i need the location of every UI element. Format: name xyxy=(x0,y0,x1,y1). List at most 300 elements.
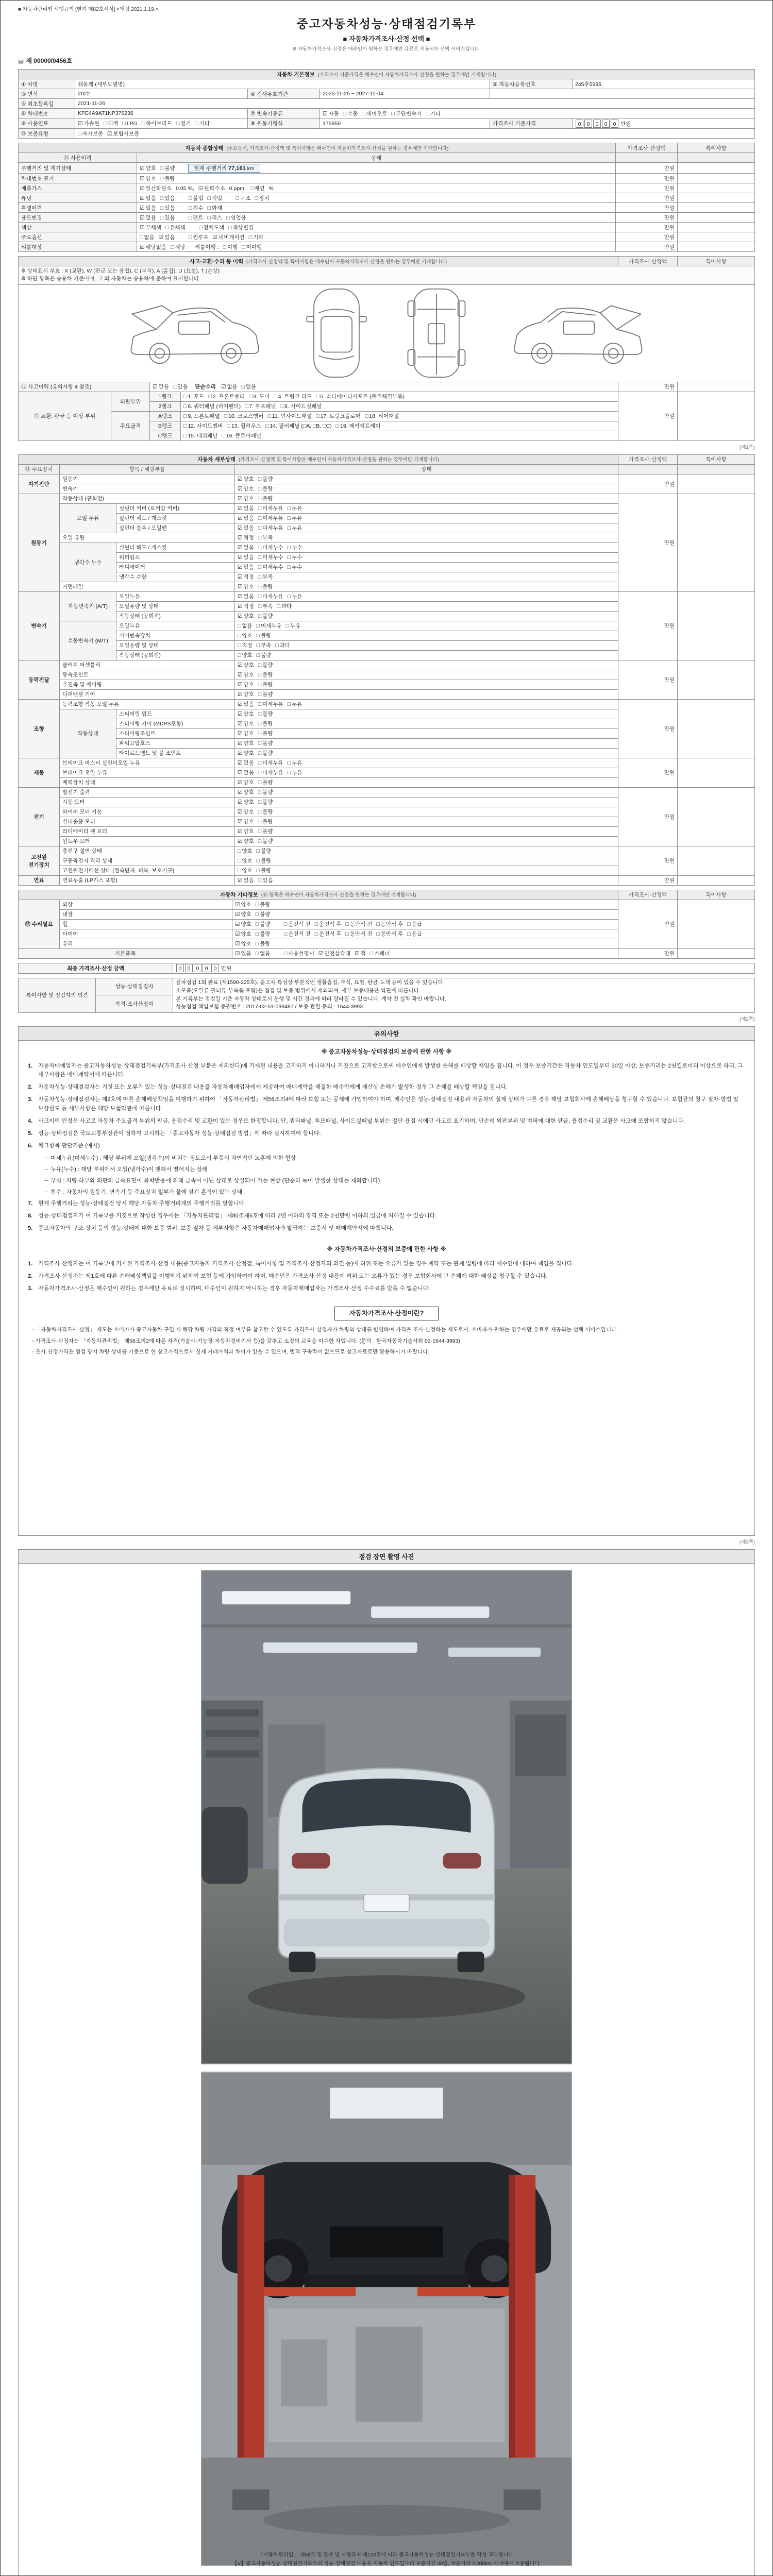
state-cell xyxy=(235,601,618,611)
checkbox-checked[interactable]: ☑ 양호 xyxy=(235,911,251,918)
checkbox-unchecked[interactable]: □ 불량 xyxy=(258,691,273,698)
state-cell xyxy=(235,494,618,503)
checkbox-unchecked[interactable]: □ 자가보증 xyxy=(78,130,103,137)
checkbox-unchecked[interactable]: □ 장치 xyxy=(255,195,270,201)
checkbox-unchecked[interactable]: □ 1. 후드 xyxy=(183,394,205,400)
part-item-label: 고전원전기배선 상태 (접속단자, 피복, 보호기구) xyxy=(60,866,235,875)
checkbox-unchecked[interactable]: □ 양호 xyxy=(238,858,253,864)
checkbox-unchecked[interactable]: □ 불량 xyxy=(258,672,273,678)
checkbox-checked[interactable]: ☑ 양호 xyxy=(238,672,254,678)
checkbox-checked[interactable]: ☑ 없음 xyxy=(238,770,254,776)
checkbox-checked[interactable]: ☑ 없음 xyxy=(238,554,254,561)
note-cell xyxy=(678,382,755,392)
checkbox-checked[interactable]: ☑ 양호 xyxy=(238,486,254,492)
footer-line-2: 【Ⅴ】중고자동차성능·상태점검기록부의 성능·상태점검 내용은 자동차 인도일부터 보증기간 30일, 보증거리 2,000km 이내에서 보증됩니다. xyxy=(232,2561,541,2567)
checkbox-checked[interactable]: ☑ 없음 xyxy=(221,384,238,390)
checkbox-checked[interactable]: ☑ 있음 xyxy=(158,234,175,241)
checkbox-unchecked[interactable]: □ 썬루프 xyxy=(188,234,209,241)
checkbox-unchecked[interactable]: □ LPG xyxy=(122,121,138,127)
part-item-label: 동력조향 작동 오일 누유 xyxy=(60,699,235,709)
notice-item xyxy=(28,1272,745,1281)
checkbox-unchecked[interactable]: □ 누유 xyxy=(287,594,303,600)
checkbox-checked[interactable]: ☑ 적정 xyxy=(238,535,254,541)
state-cell xyxy=(235,611,618,621)
checkbox-unchecked[interactable]: □ 18. 리어패널 xyxy=(364,413,399,419)
notice-text: 성능·상태점검자가 이 기록부를 거짓으로 작성한 경우에는 「자동차관리법」 제80조제6호에 따라 2년 이하의 징역 또는 2천만원 이하의 벌금에 처해질 수 있습니다. xyxy=(38,1212,437,1219)
part-item-label: 스티어링 기어 (MDPS포함) xyxy=(116,719,235,728)
checkbox-unchecked[interactable]: □ 누유 xyxy=(287,701,303,707)
note-cell xyxy=(678,174,755,183)
note-cell xyxy=(678,242,755,252)
checkbox-unchecked[interactable]: □ 17. 트렁크플로어 xyxy=(316,413,361,419)
checkbox-unchecked[interactable]: □ 불법 xyxy=(188,195,204,201)
checkbox-unchecked[interactable]: □ 불량 xyxy=(255,902,271,908)
checkbox-unchecked[interactable]: □ 과다 xyxy=(277,603,292,609)
checkbox-unchecked[interactable]: □ 색상변경 xyxy=(228,224,254,231)
overall-row xyxy=(19,163,755,174)
checkbox-unchecked[interactable]: □ 미세누유 xyxy=(258,515,283,521)
checkbox-unchecked[interactable]: □ 누유 xyxy=(285,623,301,629)
checkbox-unchecked[interactable]: □ 과다 xyxy=(275,642,290,649)
checkbox-checked[interactable]: ☑ 양호 xyxy=(238,721,254,727)
checkbox-unchecked[interactable]: □ 없음 xyxy=(238,623,253,629)
checkbox-unchecked[interactable]: □ 불량 xyxy=(258,799,273,805)
note-cell xyxy=(678,875,755,885)
current-mileage-box: 현재 주행거리 77,161 km xyxy=(188,164,260,173)
checkbox-unchecked[interactable]: □ 누수 xyxy=(287,545,303,551)
checkbox-unchecked[interactable]: □ 불량 xyxy=(258,584,273,590)
checkbox-unchecked[interactable]: □ 침수 xyxy=(188,205,204,211)
checkbox-unchecked[interactable]: □ 하이브리드 xyxy=(141,121,172,127)
state-cell xyxy=(235,709,618,719)
checkbox-unchecked[interactable]: □ 16. 플로어패널 xyxy=(222,433,262,439)
state-text xyxy=(179,205,184,211)
note-cell xyxy=(678,183,755,193)
state-cell xyxy=(137,183,616,193)
base-price-digits xyxy=(575,121,619,127)
sub-group-label: 작동상태 xyxy=(60,709,116,758)
checkbox-unchecked[interactable]: □ 15. 대쉬패널 xyxy=(183,433,218,439)
checkbox-unchecked[interactable]: □ 영업용 xyxy=(226,214,246,221)
checkbox-unchecked[interactable]: □ 불량 xyxy=(256,868,272,874)
checkbox-unchecked[interactable]: □ 불량 xyxy=(160,165,175,172)
checkbox-unchecked[interactable]: □ 있음 xyxy=(241,384,257,390)
checkbox-unchecked[interactable]: □ 13. 휠하우스 xyxy=(227,423,262,429)
checkbox-checked[interactable]: ☑ 적정 xyxy=(238,603,254,609)
note-cell xyxy=(678,758,755,787)
note-cell xyxy=(678,193,755,203)
price-amount-cell: 만원 xyxy=(616,213,678,223)
inspection-photo-rear-view xyxy=(201,1570,572,2064)
checkbox-unchecked[interactable]: □ 운전석 후 xyxy=(314,921,342,927)
notice-text: 가격조사·산정자는 제1호에 따른 손해배상책임을 이행하기 위하여 보험 등에 가입하여야 하며, 매수인은 가격조사·산정 내용에 허위 또는 오류가 있는 경우 보험회사에 그 손해에 대한 배상을 청구할 수 있습니다. xyxy=(38,1273,548,1279)
checkbox-unchecked[interactable]: □ 운전석 전 xyxy=(283,921,311,927)
notices-body xyxy=(19,1041,754,1535)
price-digit: 0 xyxy=(611,120,618,128)
checkbox-unchecked[interactable]: □ 디젤 xyxy=(103,121,119,127)
checkbox-unchecked[interactable]: □ 미세누수 xyxy=(258,545,283,551)
state-cell xyxy=(232,909,618,919)
checkbox-checked[interactable]: ☑ 없음 xyxy=(140,205,156,211)
checkbox-checked[interactable]: ☑ 없음 xyxy=(238,515,254,521)
checkbox-checked[interactable]: ☑ 양호 xyxy=(238,476,254,482)
reg-number-value: 245후5995 xyxy=(573,79,755,89)
checkbox-checked[interactable]: ☑ 있음 xyxy=(235,951,251,957)
checkbox-unchecked[interactable]: □ 불량 xyxy=(258,809,273,815)
checkbox-checked[interactable]: ☑ 양호 xyxy=(238,731,254,737)
checkbox-checked[interactable]: ☑ 양호 xyxy=(238,819,254,825)
column-header-state: 상태 xyxy=(137,153,616,163)
panel-items-cell xyxy=(181,411,618,421)
checkbox-unchecked[interactable]: □ 미세누유 xyxy=(258,770,283,776)
checkbox-unchecked[interactable]: □ 운전석 후 xyxy=(314,931,342,937)
form-law-note: ■ 자동차관리법 시행규칙 [별지 제82호서식] <개정 2021.1.19.> xyxy=(18,7,159,12)
price-digit: 0 xyxy=(211,964,219,972)
checkbox-checked[interactable]: ☑ 탄화수소 xyxy=(198,185,225,192)
opinion-line: 소모품(오일류·필터류·부속품 포함)은 점검 및 보증 범위에서 제외되며, 세부 보증내용은 약관에 따릅니다. xyxy=(176,987,421,994)
device-group-label: 자기진단 xyxy=(19,474,60,494)
state-cell xyxy=(235,797,618,807)
checkbox-unchecked[interactable]: □ 부족 xyxy=(258,574,273,580)
part-item-label: 클러치 어셈블리 xyxy=(60,660,235,670)
checkbox-unchecked[interactable]: □ 양호 xyxy=(238,868,253,874)
notice-text: 가격조사·산정자는 이 기록부에 기재된 가격조사·산정 내용(중고자동차 가격조사·산정값, 특이사항 및 가격조사·산정자의 의견 등)에 허위 또는 오류가 있는 경우 계약 또는 관계 법령에 따라 매수인에 대하여 책임을 집니다. xyxy=(38,1260,574,1267)
state-cell xyxy=(235,826,618,836)
checkbox-checked[interactable]: ☑ 없음 xyxy=(238,701,254,707)
checkbox-unchecked[interactable]: □ 19. 패키지트레이 xyxy=(335,423,381,429)
checkbox-unchecked[interactable]: □ 불량 xyxy=(258,662,273,668)
checkbox-unchecked[interactable]: □ 양호 xyxy=(238,848,253,854)
price-info-line: ◦ 조사·산정가격은 점검 당시 차량 상태를 기준으로 한 참고가격으로서 실제 거래가격과 차이가 있을 수 있으며, 법적 구속력이 없으므로 참고자료로만 활용하시기 바랍니다. xyxy=(32,1348,430,1355)
checkbox-unchecked[interactable]: □ 10. 크로스멤버 xyxy=(224,413,264,419)
checkbox-unchecked[interactable]: □ 불량 xyxy=(258,721,273,727)
price-digit: 0 xyxy=(203,964,210,972)
checkbox-unchecked[interactable]: □ 2. 프론트펜더 xyxy=(208,394,245,400)
checkbox-unchecked[interactable]: □ 불량 xyxy=(258,819,273,825)
part-item-label: 브레이크 마스터 실린더오일 누유 xyxy=(60,758,235,768)
checkbox-unchecked[interactable]: □ 불량 xyxy=(258,838,273,844)
checkbox-checked[interactable]: ☑ 보험사보증 xyxy=(107,130,140,137)
part-item-label: 와이퍼 모터 기능 xyxy=(60,807,235,817)
car-diagram-underbody xyxy=(400,285,473,381)
empty-header xyxy=(616,153,678,163)
checkbox-checked[interactable]: ☑ 양호 xyxy=(238,496,254,502)
checkbox-unchecked[interactable]: □ 5. 라디에이터서포트 (볼트체결부품) xyxy=(316,394,405,400)
etc-row xyxy=(19,900,755,909)
checkbox-checked[interactable]: ☑ 없음 xyxy=(238,877,254,884)
checkbox-checked[interactable]: ☑ 무채색 xyxy=(140,224,161,231)
checkbox-checked[interactable]: ☑ 양호 xyxy=(238,750,254,756)
checkbox-unchecked[interactable]: □ 누유 xyxy=(287,770,303,776)
accident-history-label: ⑫ 사고이력 (유의사항 4 참조) xyxy=(19,382,150,392)
notice-number: 6. xyxy=(28,1142,33,1149)
checkbox-unchecked[interactable]: □ 불량 xyxy=(258,750,273,756)
checkbox-unchecked[interactable]: □ 해당 xyxy=(171,244,186,250)
column-header-note: 특이사항 xyxy=(678,454,755,464)
checkbox-unchecked[interactable]: □ 있음 xyxy=(160,195,175,201)
state-cell xyxy=(232,939,618,948)
checkbox-unchecked[interactable]: □ 누유 xyxy=(287,505,303,512)
checkbox-unchecked[interactable]: □ 누수 xyxy=(287,554,303,561)
checkbox-unchecked[interactable]: □ 불량 xyxy=(258,486,273,492)
checkbox-unchecked[interactable]: □ 불량 xyxy=(256,633,272,639)
checkbox-unchecked[interactable]: □ 6. 쿼터패널 (리어펜더) xyxy=(183,403,241,410)
checkbox-unchecked[interactable]: □ 3. 도어 xyxy=(249,394,270,400)
checkbox-checked[interactable]: ☑ 양호 xyxy=(238,691,254,698)
checkbox-checked[interactable]: ☑ 없음 xyxy=(153,384,169,390)
checkbox-checked[interactable]: ☑ 양호 xyxy=(238,682,254,688)
checkbox-unchecked[interactable]: □ 11. 인사이드패널 xyxy=(267,413,312,419)
checkbox-unchecked[interactable]: □ 불량 xyxy=(258,828,273,835)
checkbox-unchecked[interactable]: □ 14. 필러패널 (□A, □B, □C) xyxy=(265,423,332,429)
usage-item-label: 특별이력 xyxy=(19,203,137,213)
checkbox-unchecked[interactable]: □ 사용설명서 xyxy=(283,951,314,957)
engine-type-value: 175950 xyxy=(320,118,490,129)
checkbox-unchecked[interactable]: □ 유채색 xyxy=(165,224,186,231)
checkbox-checked[interactable]: ☑ 양호 xyxy=(235,941,251,947)
checkbox-unchecked[interactable]: □ 구조 xyxy=(236,195,251,201)
state-cell xyxy=(235,543,618,552)
checkbox-unchecked[interactable]: □ 리스 xyxy=(207,214,223,221)
checkbox-unchecked[interactable]: □ 4. 트렁크 리드 xyxy=(274,394,312,400)
checkbox-checked[interactable]: ☑ 없음 xyxy=(238,564,254,570)
checkbox-unchecked[interactable]: □ 불량 xyxy=(258,496,273,502)
checkbox-unchecked[interactable]: □ 불량 xyxy=(258,711,273,717)
note-cell xyxy=(678,163,755,174)
opinion-row-appraiser-label: 가격·조사산정자 xyxy=(96,995,173,1013)
checkbox-checked[interactable]: ☑ 가솔린 xyxy=(78,121,99,127)
checkbox-checked[interactable]: ☑ 양호 xyxy=(238,662,254,668)
opinion-line: 본 기록부는 점검일 기준 자동차 상태로서 운행 및 시간 경과에 따라 달라질 수 있습니다. 계약 전 실차 확인 바랍니다. xyxy=(176,995,446,1002)
price-amount-cell: 만원 xyxy=(618,875,678,885)
checkbox-unchecked[interactable]: □ 기타 xyxy=(195,121,210,127)
checkbox-checked[interactable]: ☑ 없음 xyxy=(238,594,254,600)
state-cell xyxy=(137,242,616,252)
checkbox-unchecked[interactable]: □ 있음 xyxy=(160,205,175,211)
checkbox-checked[interactable]: ☑ 해당없음 xyxy=(140,244,166,250)
part-item-label: 시동 모터 xyxy=(60,797,235,807)
checkbox-checked[interactable]: ☑ 없음 xyxy=(140,214,156,221)
part-item-label: 오일유량 및 상태 xyxy=(116,601,235,611)
state-cell xyxy=(235,748,618,758)
rank-label: 1랭크 xyxy=(150,392,181,401)
checkbox-unchecked[interactable]: □ 미세누유 xyxy=(258,505,283,512)
checkbox-unchecked[interactable]: □ 동반석 후 xyxy=(376,931,404,937)
checkbox-checked[interactable]: ☑ 양호 xyxy=(238,711,254,717)
state-cell xyxy=(137,193,616,203)
checkbox-unchecked[interactable]: □ 동반석 전 xyxy=(345,931,373,937)
checkbox-checked[interactable]: ☑ 양호 xyxy=(238,613,254,619)
part-item-label: 워터펌프 xyxy=(116,552,235,562)
checkbox-checked[interactable]: ☑ 양호 xyxy=(235,931,251,937)
checkbox-unchecked[interactable]: □ 없음 xyxy=(140,234,155,241)
checkbox-unchecked[interactable]: □ 기타 xyxy=(248,234,264,241)
price-digit: 0 xyxy=(602,120,610,128)
overall-row xyxy=(19,174,755,183)
checkbox-unchecked[interactable]: □ 누유 xyxy=(287,525,303,531)
state-cell xyxy=(137,232,616,242)
notice-text: 체크항목 판단기준 (예시) xyxy=(38,1142,100,1149)
checkbox-checked[interactable]: ☑ 양호 xyxy=(238,809,254,815)
checkbox-unchecked[interactable]: □ 없음 xyxy=(255,951,271,957)
checkbox-unchecked[interactable]: □ 전체도색 xyxy=(199,224,225,231)
checkbox-unchecked[interactable]: □ 스패너 xyxy=(369,951,390,957)
column-header-price: 가격조사·산정액 xyxy=(618,454,678,464)
etc-item-label: 유리 xyxy=(60,939,232,948)
checkbox-unchecked[interactable]: □ 불량 xyxy=(256,652,272,658)
checkbox-unchecked[interactable]: □ 불량 xyxy=(256,858,272,864)
notice-item xyxy=(28,1062,745,1079)
checkbox-unchecked[interactable]: □ 화재 xyxy=(207,205,223,211)
checkbox-unchecked[interactable]: □ 미이행 xyxy=(242,244,262,250)
checkbox-unchecked[interactable]: □ 전기 xyxy=(176,121,191,127)
checkbox-checked[interactable]: ☑ 양호 xyxy=(238,584,254,590)
checkbox-checked[interactable]: ☑ 양호 xyxy=(235,921,251,927)
checkbox-checked[interactable]: ☑ 양호 xyxy=(238,828,254,835)
checkbox-checked[interactable]: ☑ 자동 xyxy=(323,110,339,117)
checkbox-unchecked[interactable]: □ 누유 xyxy=(287,515,303,521)
checkbox-unchecked[interactable]: □ 불량 xyxy=(258,613,273,619)
accident-history-state xyxy=(150,382,618,392)
basic-items-label: 기본품목 xyxy=(19,948,232,958)
checkbox-checked[interactable]: ☑ 양호 xyxy=(140,165,156,172)
checkbox-unchecked[interactable]: □ 불량 xyxy=(160,175,175,182)
section-title-etc: 자동차 기타정보 (⑮ 항목은 매수인이 자동차가격조사·산정을 원하는 경우에만 기재합니다) xyxy=(19,890,618,900)
detail-row xyxy=(19,474,755,484)
price-info-line: ◦ 가격조사·산정자는 「자동차관리법」 제58조의2에 따른 자격(기술사·기능장·자동차정비기사 등)을 갖추고 소정의 교육을 이수한 자입니다. (문의 : 한국자동차기술사회 02-1644-3993) xyxy=(32,1337,460,1344)
checkbox-checked[interactable]: ☑ 안전삼각대 xyxy=(318,951,351,957)
notice-number: 5. xyxy=(28,1130,33,1137)
checkbox-unchecked[interactable]: □ 불량 xyxy=(258,740,273,747)
checkbox-unchecked[interactable]: □ 양호 xyxy=(238,652,253,658)
rank-label: B랭크 xyxy=(150,421,181,431)
checkbox-checked[interactable]: ☑ 없음 xyxy=(238,545,254,551)
checkbox-unchecked[interactable]: □ 양호 xyxy=(238,633,253,639)
checkbox-unchecked[interactable]: □ 불량 xyxy=(255,941,271,947)
checkbox-unchecked[interactable]: □ 무단변속기 xyxy=(391,110,422,117)
checkbox-unchecked[interactable]: □ 수동 xyxy=(343,110,358,117)
state-text: % xyxy=(268,185,274,192)
checkbox-unchecked[interactable]: □ 운전석 전 xyxy=(283,931,311,937)
checkbox-unchecked[interactable]: □ 부족 xyxy=(258,535,273,541)
checkbox-unchecked[interactable]: □ 동반석 전 xyxy=(345,921,373,927)
overall-row xyxy=(19,242,755,252)
checkbox-checked[interactable]: ☑ 양호 xyxy=(140,175,156,182)
column-header-note: 특이사항 xyxy=(678,143,755,153)
checkbox-unchecked[interactable]: □ 불량 xyxy=(258,476,273,482)
state-cell xyxy=(137,223,616,232)
field-label-engine: ⑨ 원동기형식 xyxy=(248,118,320,129)
checkbox-unchecked[interactable]: □ 미세누유 xyxy=(258,525,283,531)
checkbox-checked[interactable]: ☑ 적정 xyxy=(238,574,254,580)
checkbox-checked[interactable]: ☑ 잭 xyxy=(355,951,366,957)
checkbox-unchecked[interactable]: □ 7. 루프패널 xyxy=(245,403,276,410)
part-item-label: 실린더 헤드 / 개스킷 xyxy=(116,543,235,552)
checkbox-unchecked[interactable]: □ 부족 xyxy=(258,603,273,609)
photo-list xyxy=(19,1564,754,2576)
simple-repair-options xyxy=(221,384,260,390)
checkbox-unchecked[interactable]: □ 렌트 xyxy=(188,214,204,221)
checkbox-checked[interactable]: ☑ 없음 xyxy=(238,525,254,531)
checkbox-unchecked[interactable]: □ 불량 xyxy=(258,731,273,737)
checkbox-checked[interactable]: ☑ 양호 xyxy=(238,838,254,844)
checkbox-checked[interactable]: ☑ 양호 xyxy=(238,779,254,786)
checkbox-unchecked[interactable]: □ 이행 xyxy=(223,244,238,250)
state-cell xyxy=(235,670,618,680)
checkbox-unchecked[interactable]: □ 8. 사이드실패널 xyxy=(280,403,322,410)
checkbox-checked[interactable]: ☑ 없음 xyxy=(238,760,254,766)
checkbox-unchecked[interactable]: □ 불량 xyxy=(258,682,273,688)
checkbox-checked[interactable]: ☑ 없음 xyxy=(238,505,254,512)
transmission-options xyxy=(320,109,755,118)
checkbox-unchecked[interactable]: □ 미세누수 xyxy=(258,554,283,561)
checkbox-checked[interactable]: ☑ 양호 xyxy=(238,789,254,795)
checkbox-unchecked[interactable]: □ 매연 xyxy=(249,185,265,192)
state-cell xyxy=(235,631,618,640)
state-text xyxy=(179,215,184,221)
checkbox-unchecked[interactable]: □ 적법 xyxy=(207,195,223,201)
checkbox-unchecked[interactable]: □ 불량 xyxy=(255,921,271,927)
checkbox-unchecked[interactable]: □ 동반석 후 xyxy=(376,921,404,927)
checkbox-checked[interactable]: ☑ 네비게이션 xyxy=(212,234,245,241)
state-cell xyxy=(235,777,618,787)
checkbox-unchecked[interactable]: □ 불량 xyxy=(258,779,273,786)
checkbox-unchecked[interactable]: □ 9. 프론트패널 xyxy=(183,413,220,419)
checkbox-unchecked[interactable]: □ 기타 xyxy=(426,110,441,117)
part-item-label: 배력장치 상태 xyxy=(60,777,235,787)
checkbox-unchecked[interactable]: □ 있음 xyxy=(258,877,273,884)
notice-item xyxy=(28,1083,745,1092)
checkbox-unchecked[interactable]: □ 누유 xyxy=(287,760,303,766)
price-unit: 만원 xyxy=(620,121,631,127)
checkbox-unchecked[interactable]: □ 적정 xyxy=(238,642,253,649)
checkbox-unchecked[interactable]: □ 미세누유 xyxy=(258,594,283,600)
checkbox-unchecked[interactable]: □ 미세누유 xyxy=(258,760,283,766)
checkbox-unchecked[interactable]: □ 미세누유 xyxy=(258,701,283,707)
checkbox-unchecked[interactable]: □ 불량 xyxy=(255,911,271,918)
checkbox-unchecked[interactable]: □ 미세누수 xyxy=(258,564,283,570)
price-digit: 0 xyxy=(194,964,201,972)
checkbox-checked[interactable]: ☑ 양호 xyxy=(238,799,254,805)
part-item-label: 오일누유 xyxy=(116,621,235,631)
notice-item xyxy=(28,1224,745,1233)
checkbox-unchecked[interactable]: □ 응급 xyxy=(407,921,422,927)
checkbox-checked[interactable]: ☑ 양호 xyxy=(235,902,251,908)
note-cell xyxy=(678,591,755,660)
checkbox-checked[interactable]: ☑ 양호 xyxy=(238,740,254,747)
checkbox-unchecked[interactable]: □ 불량 xyxy=(256,848,272,854)
checkbox-unchecked[interactable]: □ 있음 xyxy=(160,214,175,221)
document-number-text: 제 00000/0456호 xyxy=(26,57,73,64)
etc-item-label: 타이어 xyxy=(60,929,232,939)
state-code-legend xyxy=(19,266,755,285)
opinion-block-label: 특이사항 및 점검자의 의견 xyxy=(19,978,96,1012)
notice-subitem: － 부식 : 차량 하부와 외판의 금속표면이 화학반응에 의해 금속이 아닌 상태로 상실되어 가는 현상 (단순히 녹이 발생한 상태는 제외합니다) xyxy=(43,1177,380,1184)
checkbox-unchecked[interactable]: □ 12. 사이드멤버 xyxy=(183,423,223,429)
checkbox-unchecked[interactable]: □ 불량 xyxy=(255,931,271,937)
checkbox-checked[interactable]: ☑ 없음 xyxy=(140,195,156,201)
checkbox-unchecked[interactable]: □ 부족 xyxy=(256,642,272,649)
accident-history-table xyxy=(18,256,755,441)
notice-item xyxy=(28,1095,745,1113)
checkbox-checked[interactable]: ☑ 일산화탄소 xyxy=(140,185,172,192)
checkbox-unchecked[interactable]: □ 응급 xyxy=(407,931,422,937)
checkbox-unchecked[interactable]: □ 누수 xyxy=(287,564,303,570)
checkbox-unchecked[interactable]: □ 세미오토 xyxy=(362,110,388,117)
checkbox-unchecked[interactable]: □ 있음 xyxy=(173,384,188,390)
checkbox-unchecked[interactable]: □ 불량 xyxy=(258,789,273,795)
checkbox-unchecked[interactable]: □ 미세누유 xyxy=(256,623,282,629)
